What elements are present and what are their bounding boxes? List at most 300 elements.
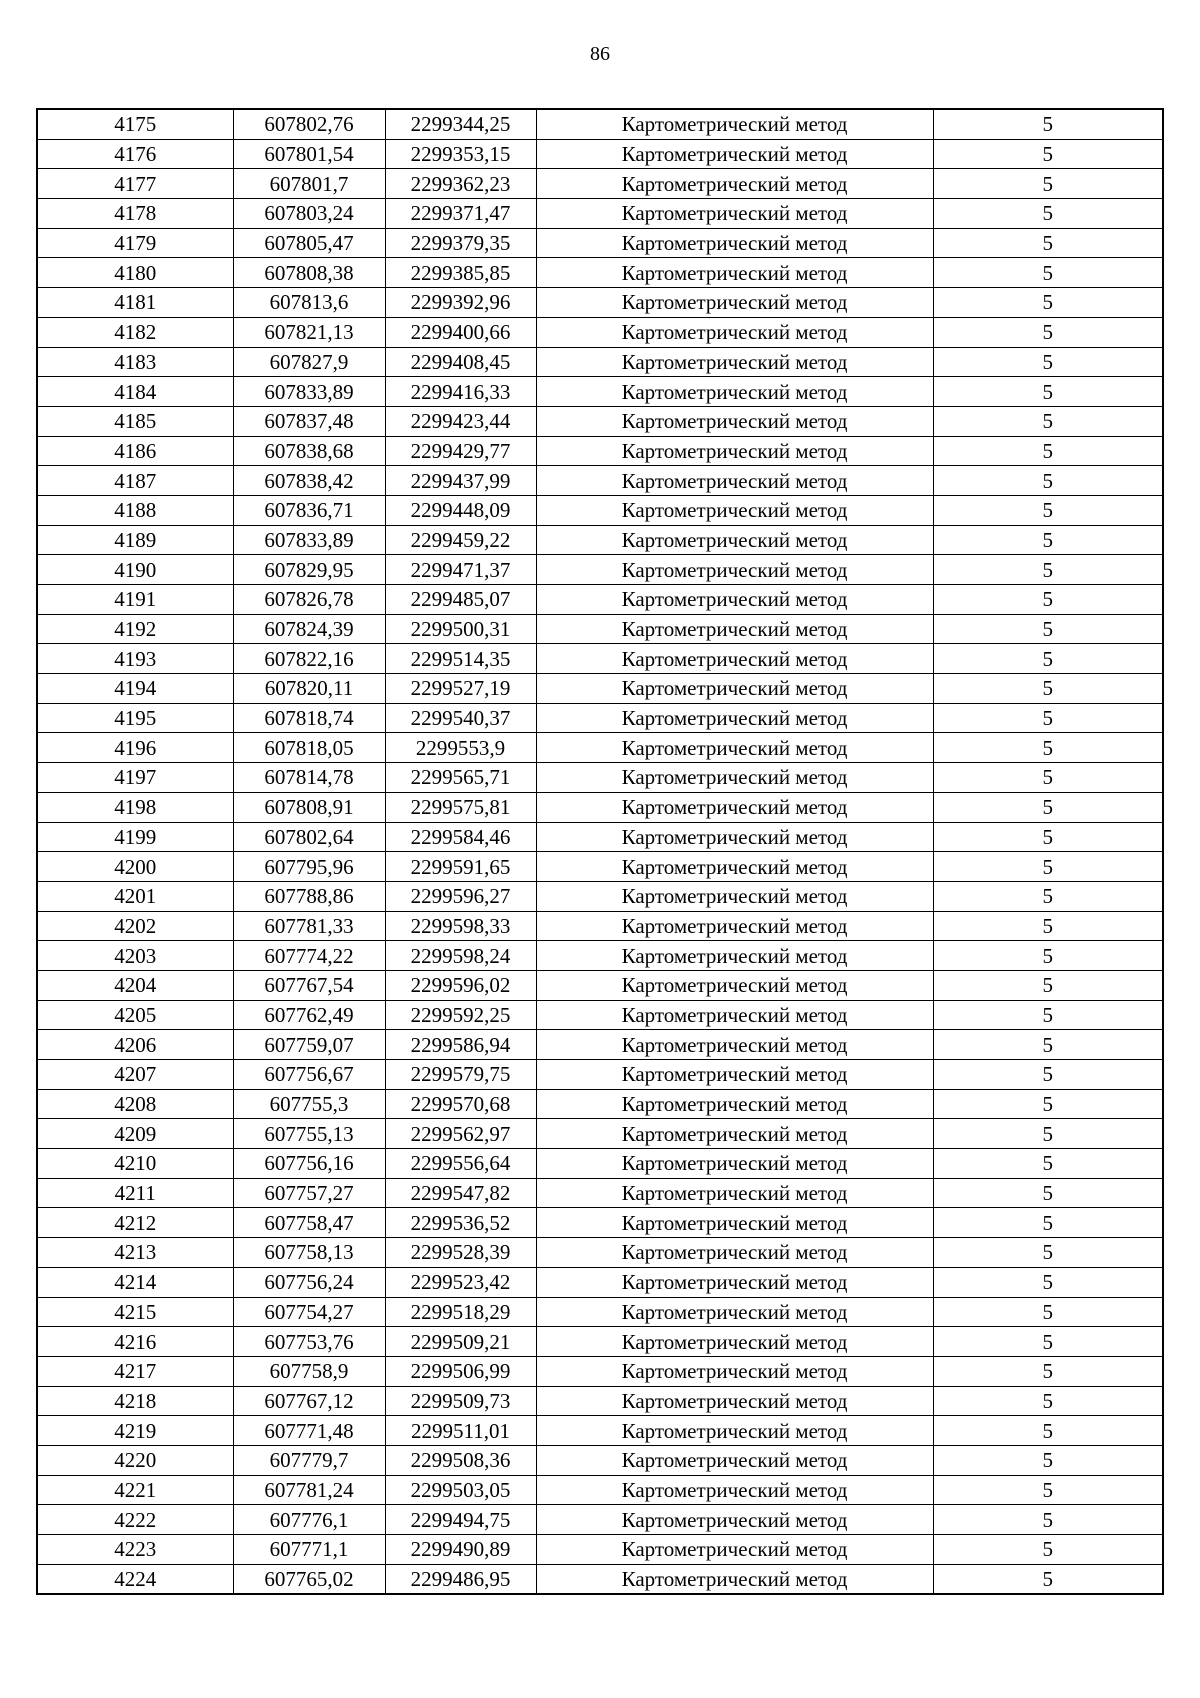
table-row bbox=[37, 970, 1163, 1000]
accuracy-cell: 5 bbox=[933, 1416, 1163, 1446]
x-coordinate-cell: 607758,13 bbox=[233, 1238, 385, 1268]
point-number-cell: 4203 bbox=[37, 941, 233, 971]
x-coordinate-cell: 607814,78 bbox=[233, 763, 385, 793]
y-coordinate-cell: 2299562,97 bbox=[385, 1119, 536, 1149]
method-cell: Картометрический метод bbox=[536, 1030, 933, 1060]
point-number-cell: 4193 bbox=[37, 644, 233, 674]
method-cell: Картометрический метод bbox=[536, 1208, 933, 1238]
point-number-cell: 4218 bbox=[37, 1386, 233, 1416]
accuracy-cell: 5 bbox=[933, 1060, 1163, 1090]
accuracy-cell: 5 bbox=[933, 1149, 1163, 1179]
y-coordinate-cell: 2299429,77 bbox=[385, 436, 536, 466]
method-cell: Картометрический метод bbox=[536, 1475, 933, 1505]
x-coordinate-cell: 607758,9 bbox=[233, 1356, 385, 1386]
point-number-cell: 4190 bbox=[37, 555, 233, 585]
point-number-cell: 4224 bbox=[37, 1564, 233, 1594]
table-row bbox=[37, 169, 1163, 199]
table-row bbox=[37, 792, 1163, 822]
table-row bbox=[37, 941, 1163, 971]
table-row bbox=[37, 674, 1163, 704]
method-cell: Картометрический метод bbox=[536, 377, 933, 407]
table-row bbox=[37, 288, 1163, 318]
accuracy-cell: 5 bbox=[933, 1208, 1163, 1238]
accuracy-cell: 5 bbox=[933, 525, 1163, 555]
accuracy-cell: 5 bbox=[933, 1386, 1163, 1416]
accuracy-cell: 5 bbox=[933, 1089, 1163, 1119]
accuracy-cell: 5 bbox=[933, 703, 1163, 733]
point-number-cell: 4179 bbox=[37, 228, 233, 258]
method-cell: Картометрический метод bbox=[536, 1089, 933, 1119]
accuracy-cell: 5 bbox=[933, 258, 1163, 288]
x-coordinate-cell: 607788,86 bbox=[233, 881, 385, 911]
point-number-cell: 4223 bbox=[37, 1535, 233, 1565]
accuracy-cell: 5 bbox=[933, 1505, 1163, 1535]
accuracy-cell: 5 bbox=[933, 1119, 1163, 1149]
table-row bbox=[37, 644, 1163, 674]
x-coordinate-cell: 607755,3 bbox=[233, 1089, 385, 1119]
y-coordinate-cell: 2299437,99 bbox=[385, 466, 536, 496]
table-row bbox=[37, 1178, 1163, 1208]
table-row bbox=[37, 495, 1163, 525]
x-coordinate-cell: 607829,95 bbox=[233, 555, 385, 585]
x-coordinate-cell: 607808,38 bbox=[233, 258, 385, 288]
y-coordinate-cell: 2299570,68 bbox=[385, 1089, 536, 1119]
page-number: 86 bbox=[590, 43, 610, 65]
y-coordinate-cell: 2299592,25 bbox=[385, 1000, 536, 1030]
point-number-cell: 4198 bbox=[37, 792, 233, 822]
point-number-cell: 4184 bbox=[37, 377, 233, 407]
x-coordinate-cell: 607753,76 bbox=[233, 1327, 385, 1357]
y-coordinate-cell: 2299494,75 bbox=[385, 1505, 536, 1535]
table-row bbox=[37, 1327, 1163, 1357]
point-number-cell: 4199 bbox=[37, 822, 233, 852]
table-row bbox=[37, 614, 1163, 644]
table-row bbox=[37, 555, 1163, 585]
accuracy-cell: 5 bbox=[933, 585, 1163, 615]
accuracy-cell: 5 bbox=[933, 1238, 1163, 1268]
table-row bbox=[37, 436, 1163, 466]
accuracy-cell: 5 bbox=[933, 970, 1163, 1000]
method-cell: Картометрический метод bbox=[536, 288, 933, 318]
y-coordinate-cell: 2299385,85 bbox=[385, 258, 536, 288]
accuracy-cell: 5 bbox=[933, 466, 1163, 496]
point-number-cell: 4177 bbox=[37, 169, 233, 199]
y-coordinate-cell: 2299379,35 bbox=[385, 228, 536, 258]
point-number-cell: 4221 bbox=[37, 1475, 233, 1505]
method-cell: Картометрический метод bbox=[536, 703, 933, 733]
table-row bbox=[37, 852, 1163, 882]
point-number-cell: 4191 bbox=[37, 585, 233, 615]
point-number-cell: 4194 bbox=[37, 674, 233, 704]
table-row bbox=[37, 347, 1163, 377]
accuracy-cell: 5 bbox=[933, 1178, 1163, 1208]
method-cell: Картометрический метод bbox=[536, 881, 933, 911]
x-coordinate-cell: 607759,07 bbox=[233, 1030, 385, 1060]
y-coordinate-cell: 2299511,01 bbox=[385, 1416, 536, 1446]
method-cell: Картометрический метод bbox=[536, 1178, 933, 1208]
y-coordinate-cell: 2299540,37 bbox=[385, 703, 536, 733]
table-row bbox=[37, 1000, 1163, 1030]
table-row bbox=[37, 1238, 1163, 1268]
y-coordinate-cell: 2299523,42 bbox=[385, 1267, 536, 1297]
x-coordinate-cell: 607802,76 bbox=[233, 109, 385, 139]
point-number-cell: 4213 bbox=[37, 1238, 233, 1268]
y-coordinate-cell: 2299423,44 bbox=[385, 406, 536, 436]
coordinates-table-body bbox=[37, 109, 1163, 1594]
point-number-cell: 4202 bbox=[37, 911, 233, 941]
table-row bbox=[37, 733, 1163, 763]
table-row bbox=[37, 1386, 1163, 1416]
method-cell: Картометрический метод bbox=[536, 1119, 933, 1149]
point-number-cell: 4196 bbox=[37, 733, 233, 763]
point-number-cell: 4188 bbox=[37, 495, 233, 525]
x-coordinate-cell: 607756,67 bbox=[233, 1060, 385, 1090]
table-row bbox=[37, 1089, 1163, 1119]
accuracy-cell: 5 bbox=[933, 1267, 1163, 1297]
x-coordinate-cell: 607771,48 bbox=[233, 1416, 385, 1446]
x-coordinate-cell: 607820,11 bbox=[233, 674, 385, 704]
point-number-cell: 4206 bbox=[37, 1030, 233, 1060]
table-row bbox=[37, 1267, 1163, 1297]
point-number-cell: 4204 bbox=[37, 970, 233, 1000]
accuracy-cell: 5 bbox=[933, 1564, 1163, 1594]
y-coordinate-cell: 2299514,35 bbox=[385, 644, 536, 674]
x-coordinate-cell: 607805,47 bbox=[233, 228, 385, 258]
method-cell: Картометрический метод bbox=[536, 763, 933, 793]
y-coordinate-cell: 2299508,36 bbox=[385, 1445, 536, 1475]
point-number-cell: 4201 bbox=[37, 881, 233, 911]
x-coordinate-cell: 607781,33 bbox=[233, 911, 385, 941]
method-cell: Картометрический метод bbox=[536, 1356, 933, 1386]
x-coordinate-cell: 607801,54 bbox=[233, 139, 385, 169]
table-row bbox=[37, 1119, 1163, 1149]
point-number-cell: 4214 bbox=[37, 1267, 233, 1297]
x-coordinate-cell: 607767,12 bbox=[233, 1386, 385, 1416]
accuracy-cell: 5 bbox=[933, 436, 1163, 466]
point-number-cell: 4182 bbox=[37, 317, 233, 347]
accuracy-cell: 5 bbox=[933, 347, 1163, 377]
accuracy-cell: 5 bbox=[933, 406, 1163, 436]
accuracy-cell: 5 bbox=[933, 555, 1163, 585]
x-coordinate-cell: 607781,24 bbox=[233, 1475, 385, 1505]
x-coordinate-cell: 607771,1 bbox=[233, 1535, 385, 1565]
table-row bbox=[37, 139, 1163, 169]
table-row bbox=[37, 1535, 1163, 1565]
method-cell: Картометрический метод bbox=[536, 1238, 933, 1268]
method-cell: Картометрический метод bbox=[536, 199, 933, 229]
table-row bbox=[37, 1505, 1163, 1535]
point-number-cell: 4208 bbox=[37, 1089, 233, 1119]
point-number-cell: 4209 bbox=[37, 1119, 233, 1149]
point-number-cell: 4176 bbox=[37, 139, 233, 169]
x-coordinate-cell: 607818,05 bbox=[233, 733, 385, 763]
y-coordinate-cell: 2299596,27 bbox=[385, 881, 536, 911]
method-cell: Картометрический метод bbox=[536, 1505, 933, 1535]
point-number-cell: 4222 bbox=[37, 1505, 233, 1535]
x-coordinate-cell: 607827,9 bbox=[233, 347, 385, 377]
accuracy-cell: 5 bbox=[933, 1030, 1163, 1060]
point-number-cell: 4178 bbox=[37, 199, 233, 229]
table-row bbox=[37, 228, 1163, 258]
accuracy-cell: 5 bbox=[933, 881, 1163, 911]
accuracy-cell: 5 bbox=[933, 614, 1163, 644]
y-coordinate-cell: 2299598,24 bbox=[385, 941, 536, 971]
accuracy-cell: 5 bbox=[933, 852, 1163, 882]
accuracy-cell: 5 bbox=[933, 644, 1163, 674]
y-coordinate-cell: 2299490,89 bbox=[385, 1535, 536, 1565]
table-row bbox=[37, 1356, 1163, 1386]
method-cell: Картометрический метод bbox=[536, 644, 933, 674]
point-number-cell: 4216 bbox=[37, 1327, 233, 1357]
y-coordinate-cell: 2299459,22 bbox=[385, 525, 536, 555]
x-coordinate-cell: 607776,1 bbox=[233, 1505, 385, 1535]
x-coordinate-cell: 607818,74 bbox=[233, 703, 385, 733]
x-coordinate-cell: 607803,24 bbox=[233, 199, 385, 229]
y-coordinate-cell: 2299579,75 bbox=[385, 1060, 536, 1090]
point-number-cell: 4180 bbox=[37, 258, 233, 288]
method-cell: Картометрический метод bbox=[536, 1564, 933, 1594]
accuracy-cell: 5 bbox=[933, 1475, 1163, 1505]
accuracy-cell: 5 bbox=[933, 1356, 1163, 1386]
method-cell: Картометрический метод bbox=[536, 1000, 933, 1030]
point-number-cell: 4210 bbox=[37, 1149, 233, 1179]
x-coordinate-cell: 607779,7 bbox=[233, 1445, 385, 1475]
y-coordinate-cell: 2299527,19 bbox=[385, 674, 536, 704]
y-coordinate-cell: 2299486,95 bbox=[385, 1564, 536, 1594]
table-row bbox=[37, 199, 1163, 229]
accuracy-cell: 5 bbox=[933, 763, 1163, 793]
y-coordinate-cell: 2299586,94 bbox=[385, 1030, 536, 1060]
y-coordinate-cell: 2299353,15 bbox=[385, 139, 536, 169]
x-coordinate-cell: 607755,13 bbox=[233, 1119, 385, 1149]
accuracy-cell: 5 bbox=[933, 317, 1163, 347]
table-row bbox=[37, 258, 1163, 288]
point-number-cell: 4187 bbox=[37, 466, 233, 496]
y-coordinate-cell: 2299509,73 bbox=[385, 1386, 536, 1416]
y-coordinate-cell: 2299485,07 bbox=[385, 585, 536, 615]
y-coordinate-cell: 2299553,9 bbox=[385, 733, 536, 763]
point-number-cell: 4175 bbox=[37, 109, 233, 139]
table-row bbox=[37, 911, 1163, 941]
point-number-cell: 4192 bbox=[37, 614, 233, 644]
table-row bbox=[37, 1475, 1163, 1505]
method-cell: Картометрический метод bbox=[536, 1445, 933, 1475]
x-coordinate-cell: 607824,39 bbox=[233, 614, 385, 644]
table-row bbox=[37, 881, 1163, 911]
point-number-cell: 4211 bbox=[37, 1178, 233, 1208]
table-row bbox=[37, 763, 1163, 793]
x-coordinate-cell: 607808,91 bbox=[233, 792, 385, 822]
table-row bbox=[37, 822, 1163, 852]
y-coordinate-cell: 2299536,52 bbox=[385, 1208, 536, 1238]
accuracy-cell: 5 bbox=[933, 169, 1163, 199]
x-coordinate-cell: 607821,13 bbox=[233, 317, 385, 347]
y-coordinate-cell: 2299584,46 bbox=[385, 822, 536, 852]
accuracy-cell: 5 bbox=[933, 377, 1163, 407]
method-cell: Картометрический метод bbox=[536, 466, 933, 496]
x-coordinate-cell: 607765,02 bbox=[233, 1564, 385, 1594]
y-coordinate-cell: 2299591,65 bbox=[385, 852, 536, 882]
y-coordinate-cell: 2299408,45 bbox=[385, 347, 536, 377]
accuracy-cell: 5 bbox=[933, 941, 1163, 971]
y-coordinate-cell: 2299448,09 bbox=[385, 495, 536, 525]
method-cell: Картометрический метод bbox=[536, 258, 933, 288]
accuracy-cell: 5 bbox=[933, 822, 1163, 852]
x-coordinate-cell: 607813,6 bbox=[233, 288, 385, 318]
method-cell: Картометрический метод bbox=[536, 495, 933, 525]
method-cell: Картометрический метод bbox=[536, 109, 933, 139]
y-coordinate-cell: 2299500,31 bbox=[385, 614, 536, 644]
method-cell: Картометрический метод bbox=[536, 1327, 933, 1357]
accuracy-cell: 5 bbox=[933, 674, 1163, 704]
y-coordinate-cell: 2299528,39 bbox=[385, 1238, 536, 1268]
point-number-cell: 4183 bbox=[37, 347, 233, 377]
point-number-cell: 4189 bbox=[37, 525, 233, 555]
accuracy-cell: 5 bbox=[933, 1000, 1163, 1030]
table-row bbox=[37, 703, 1163, 733]
point-number-cell: 4219 bbox=[37, 1416, 233, 1446]
method-cell: Картометрический метод bbox=[536, 139, 933, 169]
x-coordinate-cell: 607826,78 bbox=[233, 585, 385, 615]
point-number-cell: 4212 bbox=[37, 1208, 233, 1238]
accuracy-cell: 5 bbox=[933, 733, 1163, 763]
table-row bbox=[37, 1149, 1163, 1179]
accuracy-cell: 5 bbox=[933, 1297, 1163, 1327]
point-number-cell: 4200 bbox=[37, 852, 233, 882]
point-number-cell: 4207 bbox=[37, 1060, 233, 1090]
accuracy-cell: 5 bbox=[933, 1535, 1163, 1565]
y-coordinate-cell: 2299518,29 bbox=[385, 1297, 536, 1327]
x-coordinate-cell: 607762,49 bbox=[233, 1000, 385, 1030]
accuracy-cell: 5 bbox=[933, 288, 1163, 318]
x-coordinate-cell: 607754,27 bbox=[233, 1297, 385, 1327]
method-cell: Картометрический метод bbox=[536, 822, 933, 852]
table-row bbox=[37, 585, 1163, 615]
x-coordinate-cell: 607757,27 bbox=[233, 1178, 385, 1208]
x-coordinate-cell: 607833,89 bbox=[233, 525, 385, 555]
method-cell: Картометрический метод bbox=[536, 1535, 933, 1565]
method-cell: Картометрический метод bbox=[536, 1060, 933, 1090]
table-row bbox=[37, 1564, 1163, 1594]
method-cell: Картометрический метод bbox=[536, 169, 933, 199]
table-row bbox=[37, 109, 1163, 139]
x-coordinate-cell: 607838,68 bbox=[233, 436, 385, 466]
y-coordinate-cell: 2299556,64 bbox=[385, 1149, 536, 1179]
method-cell: Картометрический метод bbox=[536, 614, 933, 644]
accuracy-cell: 5 bbox=[933, 199, 1163, 229]
table-row bbox=[37, 317, 1163, 347]
y-coordinate-cell: 2299565,71 bbox=[385, 763, 536, 793]
table-row bbox=[37, 377, 1163, 407]
method-cell: Картометрический метод bbox=[536, 1149, 933, 1179]
method-cell: Картометрический метод bbox=[536, 970, 933, 1000]
point-number-cell: 4195 bbox=[37, 703, 233, 733]
point-number-cell: 4186 bbox=[37, 436, 233, 466]
method-cell: Картометрический метод bbox=[536, 1416, 933, 1446]
y-coordinate-cell: 2299392,96 bbox=[385, 288, 536, 318]
method-cell: Картометрический метод bbox=[536, 406, 933, 436]
method-cell: Картометрический метод bbox=[536, 911, 933, 941]
method-cell: Картометрический метод bbox=[536, 525, 933, 555]
y-coordinate-cell: 2299575,81 bbox=[385, 792, 536, 822]
accuracy-cell: 5 bbox=[933, 792, 1163, 822]
table-row bbox=[37, 1445, 1163, 1475]
method-cell: Картометрический метод bbox=[536, 941, 933, 971]
x-coordinate-cell: 607838,42 bbox=[233, 466, 385, 496]
y-coordinate-cell: 2299503,05 bbox=[385, 1475, 536, 1505]
x-coordinate-cell: 607774,22 bbox=[233, 941, 385, 971]
method-cell: Картометрический метод bbox=[536, 792, 933, 822]
method-cell: Картометрический метод bbox=[536, 1267, 933, 1297]
method-cell: Картометрический метод bbox=[536, 852, 933, 882]
accuracy-cell: 5 bbox=[933, 911, 1163, 941]
x-coordinate-cell: 607795,96 bbox=[233, 852, 385, 882]
point-number-cell: 4197 bbox=[37, 763, 233, 793]
accuracy-cell: 5 bbox=[933, 228, 1163, 258]
y-coordinate-cell: 2299506,99 bbox=[385, 1356, 536, 1386]
x-coordinate-cell: 607836,71 bbox=[233, 495, 385, 525]
table-row bbox=[37, 1297, 1163, 1327]
point-number-cell: 4215 bbox=[37, 1297, 233, 1327]
table-row bbox=[37, 1030, 1163, 1060]
accuracy-cell: 5 bbox=[933, 109, 1163, 139]
point-number-cell: 4217 bbox=[37, 1356, 233, 1386]
accuracy-cell: 5 bbox=[933, 495, 1163, 525]
x-coordinate-cell: 607822,16 bbox=[233, 644, 385, 674]
table-row bbox=[37, 1416, 1163, 1446]
x-coordinate-cell: 607758,47 bbox=[233, 1208, 385, 1238]
point-number-cell: 4220 bbox=[37, 1445, 233, 1475]
y-coordinate-cell: 2299400,66 bbox=[385, 317, 536, 347]
method-cell: Картометрический метод bbox=[536, 555, 933, 585]
method-cell: Картометрический метод bbox=[536, 674, 933, 704]
accuracy-cell: 5 bbox=[933, 139, 1163, 169]
method-cell: Картометрический метод bbox=[536, 733, 933, 763]
table-row bbox=[37, 1060, 1163, 1090]
point-number-cell: 4185 bbox=[37, 406, 233, 436]
method-cell: Картометрический метод bbox=[536, 436, 933, 466]
point-number-cell: 4181 bbox=[37, 288, 233, 318]
method-cell: Картометрический метод bbox=[536, 1386, 933, 1416]
y-coordinate-cell: 2299509,21 bbox=[385, 1327, 536, 1357]
table-row bbox=[37, 466, 1163, 496]
x-coordinate-cell: 607837,48 bbox=[233, 406, 385, 436]
y-coordinate-cell: 2299416,33 bbox=[385, 377, 536, 407]
table-row bbox=[37, 1208, 1163, 1238]
table-row bbox=[37, 406, 1163, 436]
y-coordinate-cell: 2299362,23 bbox=[385, 169, 536, 199]
y-coordinate-cell: 2299596,02 bbox=[385, 970, 536, 1000]
x-coordinate-cell: 607802,64 bbox=[233, 822, 385, 852]
accuracy-cell: 5 bbox=[933, 1327, 1163, 1357]
x-coordinate-cell: 607756,16 bbox=[233, 1149, 385, 1179]
method-cell: Картометрический метод bbox=[536, 228, 933, 258]
x-coordinate-cell: 607833,89 bbox=[233, 377, 385, 407]
method-cell: Картометрический метод bbox=[536, 317, 933, 347]
accuracy-cell: 5 bbox=[933, 1445, 1163, 1475]
y-coordinate-cell: 2299371,47 bbox=[385, 199, 536, 229]
x-coordinate-cell: 607756,24 bbox=[233, 1267, 385, 1297]
y-coordinate-cell: 2299344,25 bbox=[385, 109, 536, 139]
method-cell: Картометрический метод bbox=[536, 585, 933, 615]
table-row bbox=[37, 525, 1163, 555]
y-coordinate-cell: 2299547,82 bbox=[385, 1178, 536, 1208]
x-coordinate-cell: 607767,54 bbox=[233, 970, 385, 1000]
method-cell: Картометрический метод bbox=[536, 347, 933, 377]
y-coordinate-cell: 2299471,37 bbox=[385, 555, 536, 585]
x-coordinate-cell: 607801,7 bbox=[233, 169, 385, 199]
y-coordinate-cell: 2299598,33 bbox=[385, 911, 536, 941]
